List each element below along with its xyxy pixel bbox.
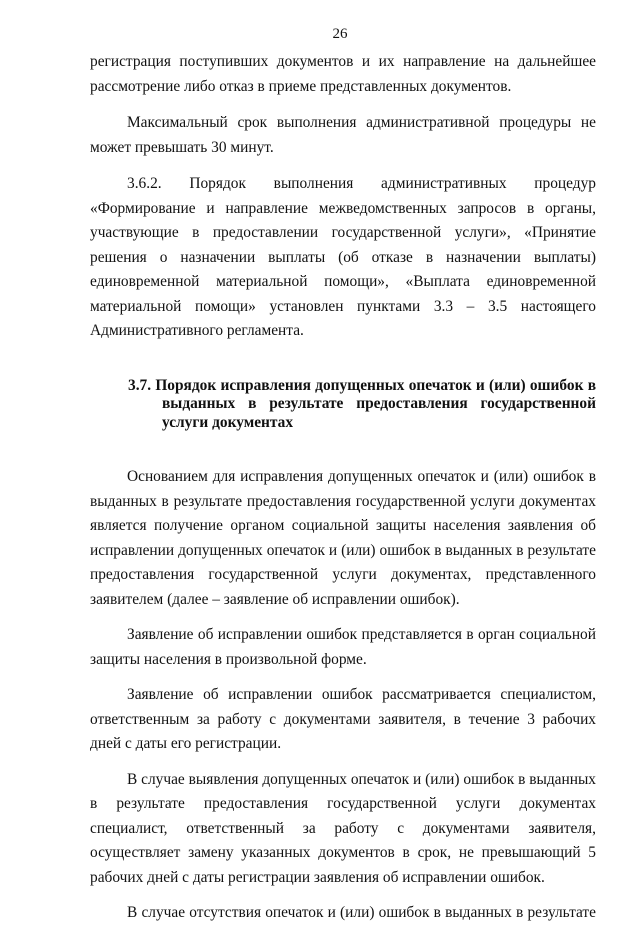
document-body xyxy=(90,50,596,926)
paragraph-review-term: Заявление об исправлении ошибок рассматривается специалистом, ответственным за работу с документами заявителя, в течение 3 рабочих дней с даты его регистрации. xyxy=(90,686,596,752)
paragraph-application-form: Заявление об исправлении ошибок представляется в орган социальной защиты населения в произвольной форме. xyxy=(90,626,596,668)
section-heading-3-7 xyxy=(90,377,596,433)
paragraph-grounds: Основанием для исправления допущенных опечаток и (или) ошибок в выданных в результате предоставления государственной услуги документах является получение органом социальной защиты населения заявления об исправлении допущенных опечаток и (или) ошибок в выданных в результате предоставления государственной услуги документах, представленного заявителем (далее – заявление об исправлении ошибок). xyxy=(90,468,596,608)
paragraph-continuation: регистрация поступивших документов и их направление на дальнейшее рассмотрение либо отказ в приеме представленных документов. xyxy=(90,53,596,95)
paragraph-3-6-2: 3.6.2. Порядок выполнения административных процедур «Формирование и направление межведомственных запросов в органы, участвующие в предоставлении государственной услуги», «Принятие решения о назначении выплаты (об отказе в назначении выплаты) единовременной материальной помощи», «Выплата единовременной материальной помощи» установлен пунктами 3.3 – 3.5 настоящего Административного регламента. xyxy=(90,175,596,339)
page-number: 26 xyxy=(332,26,348,42)
section-heading-text: 3.7. Порядок исправления допущенных опечаток и (или) ошибок в выданных в результате предоставления государственной услуги документах xyxy=(128,376,596,431)
paragraph-max-duration: Максимальный срок выполнения административной процедуры не может превышать 30 минут. xyxy=(90,114,596,156)
paragraph-absence-of-errors: В случае отсутствия опечаток и (или) ошибок в выданных в результате xyxy=(127,904,596,921)
paragraph-replacement: В случае выявления допущенных опечаток и (или) ошибок в выданных в результате предоставления государственной услуги документах специалист, ответственный за работу с документами заявителя, осуществляет замену указанных документов в срок, не превышающий 5 рабочих дней с даты регистрации заявления об исправлении ошибок. xyxy=(90,770,596,886)
